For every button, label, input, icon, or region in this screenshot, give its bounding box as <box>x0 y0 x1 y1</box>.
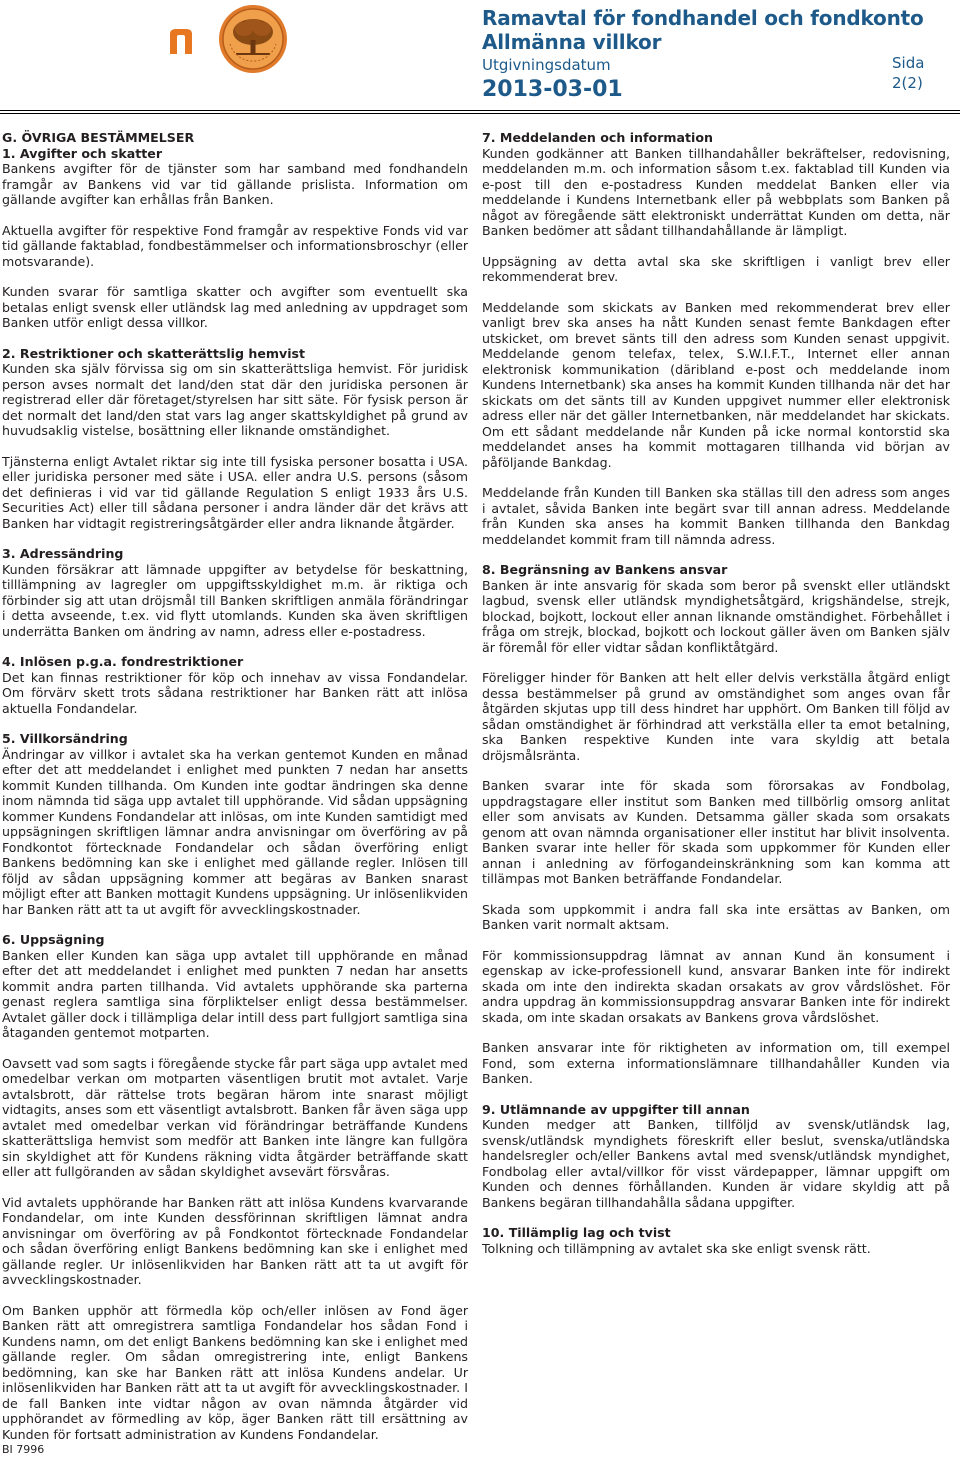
page-number: 2(2) <box>892 74 923 92</box>
issue-date-value: 2013-03-01 <box>482 77 623 102</box>
paragraph: Vid avtalets upphörande har Banken rätt att inlösa Kundens kvarvarande Fondandelar, om inte Kunden dessförinnan skriftligen lämnat andra anvisningar om överföring av på Fondkontot förtecknade Fondandelar och sådan överföring enligt Bankens bedömning kan ske i enlighet med gällande regler. Ur inlösenlikviden har Banken rätt att ta ut avgift för avvecklingskostnader. <box>2 1194 468 1287</box>
paragraph: Det kan finnas restriktioner för köp och innehav av vissa Fondandelar. Om förvärv skett trots sådana restriktioner har Banken rätt att inlösa aktuella Fondandelar. <box>2 669 468 716</box>
issue-date-label: Utgivningsdatum <box>482 56 611 74</box>
paragraph: Kunden ska själv förvissa sig om sin skatterättsliga hemvist. För juridisk person avses normalt det land/den stat där den juridiska personen är registrerad eller där företaget/styrelsen har sitt säte. För fysisk person är det normalt det land/den stat vars lag anger skattskyldighet på grund av huvudsaklig vistelse, bosättning eller liknande omständighet. <box>2 361 468 438</box>
paragraph: Oavsett vad som sagts i föregående stycke får part säga upp avtalet med omedelbar verkan om motparten väsentligen brutit mot avtalet. Varje avtalsbrott, där rättelse trots begäran härom inte snarast möjligt vidtagits, anses som ett väsentligt avtalsbrott. Banken får även säga upp avtalet med omedelbar verkan vid förändringar beträffande Kundens skatterättsliga hemvist som medför att Banken inte längre kan fullgöra sin skyldighet att för Kundens räkning vidta åtgärder beträffande skatt eller att fullgöranden av sådan skyldighet avsevärt försvåras. <box>2 1055 468 1179</box>
heading-terms-change: 5. Villkorsändring <box>2 731 128 746</box>
paragraph: Tjänsterna enligt Avtalet riktar sig inte till fysiska personer bosatta i USA. eller juridiska personer med säte i USA. eller andra U.S. persons (såsom det definieras i vid var tid gällande Regulation S enligt 1933 års U.S. Securities Act) eller till sådana personer i andra länder där det krävs att Banken har vidtagit registreringsåtgärder eller andra liknande åtgärder. <box>2 453 468 531</box>
document-subtitle: Allmänna villkor <box>482 30 662 54</box>
left-column <box>2 130 468 1442</box>
n-logo-icon <box>168 28 194 54</box>
paragraph: För kommissionsuppdrag lämnat av annan Kund än konsument i egenskap av icke-professionell kund, ansvarar Banken inte för indirekt skada om inte den indirekta skadan orsakats av grov vårdslöshet. För andra uppdrag än kommissionsuppdrag ansvarar Banken inte för indirekt skada, om inte skadan orsakats av Bankens grova vårdslöshet. <box>482 947 950 1025</box>
heading-disclosure: 9. Utlämnande av uppgifter till annan <box>482 1101 750 1117</box>
page-header <box>0 0 960 115</box>
paragraph: Kunden godkänner att Banken tillhandahåller bekräftelser, redovisning, meddelanden m.m. och information såsom t.ex. faktablad till Kunden via e-post till den e-postadress Kunden meddelat Banken eller via meddelande i Kundens Internetbank eller på webbplats som Banken på något av föregående sätt elektroniskt underrättat Kunden om detta, när Banken bedömer att sådant tillhandahållande är lämpligt. <box>482 145 950 238</box>
heading-liability: 8. Begränsning av Bankens ansvar <box>482 562 728 577</box>
paragraph: Tolkning och tillämpning av avtalet ska ske enligt svensk rätt. <box>482 1240 871 1256</box>
form-code: BI 7996 <box>2 1443 45 1456</box>
paragraph: Banken eller Kunden kan säga upp avtalet till upphörande en månad efter det att meddelandet i enlighet med punkten 7 nedan har ansetts kommit andra parten tillhanda. Vid avtalets upphörande ska parterna genast reglera samtliga sina förpliktelser enligt dessa bestämmelser. Avtalet gäller dock i tillämpliga delar intill dess part fullgjort samtliga sina åtaganden gentemot motparten. <box>2 947 468 1040</box>
heading-governing-law: 10. Tillämplig lag och tvist <box>482 1225 671 1240</box>
paragraph: Bankens avgifter för de tjänster som har samband med fondhandeln framgår av Bankens vid var tid gällande prislista. Information om gällande avgifter kan erhållas från Banken. <box>2 161 468 207</box>
paragraph: Meddelande som skickats av Banken med rekommenderat brev eller vanligt brev ska anses ha nått Kunden senast femte Bankdagen efter utskicket, om brevet sänts till den adress som Kunden senast uppgivit. Meddelande genom telefax, telex, S.W.I.F.T., Internet eller annan elektronisk kommunikation (däribland e-post och meddelande inom Kundens Internetbank) ska anses ha kommit Kunden tillhanda när det har skickats om det sänts till av Kunden uppgivet nummer eller elektronisk adress eller när det gäller Internetbanken, när meddelandet har skickats. Om ett sådant meddelande når Kunden på icke normal kontorstid ska meddelandet anses ha kommit mottagaren tillhanda vid början av påföljande Bankdag. <box>482 299 950 470</box>
paragraph: Skada som uppkommit i andra fall ska inte ersättas av Banken, om Banken varit normalt aktsam. <box>482 901 950 932</box>
paragraph: Banken svarar inte för skada som förorsakas av Fondbolag, uppdragstagare eller institut som Banken med tillbörlig omsorg anlitat eller som anvisats av Kunden. Detsamma gäller skada som orsakats genom att ovan nämnda organisationer eller institut har blivit insolventa. Banken svarar inte heller för skada som uppkommer för Kunden eller annan i anledning av förfogandeinskränkning som kan komma att tillämpas mot Banken beträffande Fondandelar. <box>482 778 950 886</box>
paragraph: Kunden medger att Banken, tillföljd av svensk/utländsk lag, svensk/utländsk myndighets föreskrift eller beslut, svenska/utländska handelsregler och/eller Bankens avtal med svensk/utländsk myndighet, Fondbolag eller avtal/villkor för visst värdepapper, lämnar uppgift om Kunden och dennes förhållanden. Kunden är vidare skyldig att på Bankens begäran tillhandahålla sådana uppgifter. <box>482 1117 950 1210</box>
right-column <box>482 130 950 1256</box>
paragraph: Kunden svarar för samtliga skatter och avgifter som eventuellt ska betalas enligt svensk eller utländsk lag med anledning av uppdraget som Banken utför enligt dessa villkor. <box>2 284 468 330</box>
paragraph: Ändringar av villkor i avtalet ska ha verkan gentemot Kunden en månad efter det att meddelandet i enlighet med punkten 7 nedan har ansetts kommit Kunden tillhanda. Om Kunden inte godtar ändringen ska denne inom nämnda tid säga upp avtalet till upphörande. Vid sådan uppsägning kommer Kundens Fondandelar att inlösas, om inte Kunden samtidigt med uppsägningen skriftligen lämnar andra anvisningar om överföring av på Fondkontot förtecknade Fondandelar och sådan överföring enligt Bankens bedömning kan ske i enlighet med gällande regler. Inlösen till följd av sådan uppsägning kommer att begäras av Banken snarast möjligt efter att Banken mottagit Kundens uppsägning. Ur inlösenlikviden har Banken rätt att ta ut avgift för avvecklingskostnader. <box>2 746 468 917</box>
heading-restrictions: 2. Restriktioner och skatterättslig hemvist <box>2 345 306 361</box>
header-divider <box>0 110 960 114</box>
heading-address-change: 3. Adressändring <box>2 546 124 561</box>
section-heading: G. ÖVRIGA BESTÄMMELSER <box>2 130 195 145</box>
paragraph: Banken är inte ansvarig för skada som beror på svenskt eller utländskt lagbud, svensk eller utländsk myndighetsåtgärd, krigshändelse, strejk, blockad, bojkott, lockout eller annan liknande omständighet. Förbehållet i fråga om strejk, blockad, bojkott och lockout gäller även om Banken själv är föremål för eller vidtar sådan konfliktåtgärd. <box>482 577 950 655</box>
heading-notices: 7. Meddelanden och information <box>482 130 713 145</box>
paragraph: Föreligger hinder för Banken att helt eller delvis verkställa åtgärd enligt dessa bestämmelser på grund av omständighet som anges ovan får åtgärden skjutas upp till dess hindret har upphört. Om Banken till följd av sådan omständighet är förhindrad att verkställa eller ta emot betalning, ska Banken respektive Kunden inte vara skyldig att betala dröjsmålsränta. <box>482 670 950 763</box>
paragraph: Meddelande från Kunden till Banken ska ställas till den adress som anges i avtalet, såvida Banken inte begärt svar till annan adress. Meddelande från Kunden ska anses ha kommit Banken tillhanda den Bankdag meddelandet kommit fram till nämnda adress. <box>482 485 950 547</box>
page-label: Sida <box>892 54 925 72</box>
paragraph: Banken ansvarar inte för riktigheten av information om, till exempel Fond, som externa informationslämnare tillhandahåller Kunden via Banken. <box>482 1040 950 1086</box>
heading-termination: 6. Uppsägning <box>2 932 105 947</box>
heading-fees-taxes: 1. Avgifter och skatter <box>2 145 163 161</box>
paragraph: Kunden försäkrar att lämnade uppgifter av betydelse för beskattning, tilllämpning av lagregler om uppgiftsskyldighet m.m. är riktiga och förbinder sig att utan dröjsmål till Banken skriftligen anmäla förändringar i detta avseende, t.ex. vid flytt utomlands. Kunden ska även skriftligen underrätta Banken om ändring av namn, adress eller e-postadress. <box>2 561 468 639</box>
bank-seal-logo <box>218 4 288 74</box>
heading-redemption: 4. Inlösen p.g.a. fondrestriktioner <box>2 654 244 669</box>
paragraph: Aktuella avgifter för respektive Fond framgår av respektive Fonds vid var tid gällande faktablad, fondbestämmelser och informationsbroschyr (eller motsvarande). <box>2 222 468 269</box>
document-title: Ramavtal för fondhandel och fondkonto <box>482 6 924 30</box>
paragraph: Om Banken upphör att förmedla köp och/eller inlösen av Fond äger Banken rätt att omregistrera samtliga Fondandelar hos sådan Fond i Kundens namn, om det enligt Bankens bedömning kan ske i enlighet med gällande regler. Om sådan omregistrering inte, enligt Bankens bedömning, kan ske har Banken rätt att inlösa Kundens andelar. Ur inlösenlikviden har Banken rätt att ta ut avgift för avvecklingskostnader. I de fall Banken inte vidtar någon av ovan nämnda åtgärder vid upphörandet av förmedling av köp, äger Banken rätt till ersättning av Kunden för fortsatt administration av Kundens Fondandelar. <box>2 1302 468 1442</box>
paragraph: Uppsägning av detta avtal ska ske skriftligen i vanligt brev eller rekommenderat brev. <box>482 253 950 284</box>
